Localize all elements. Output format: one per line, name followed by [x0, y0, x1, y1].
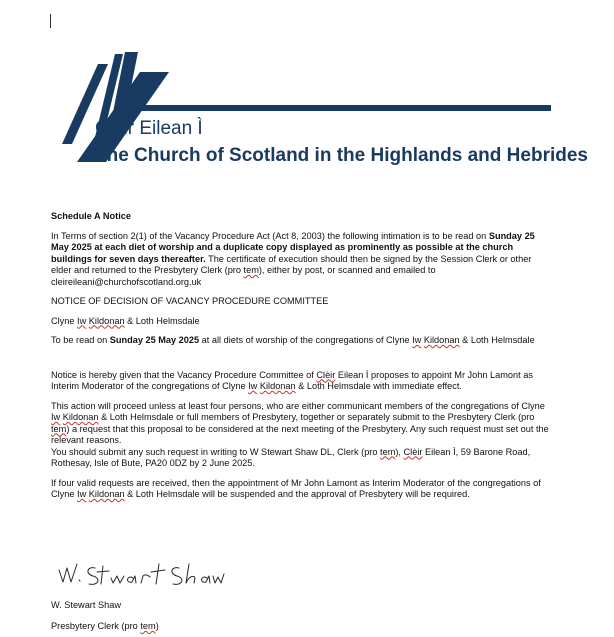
bold-text: Sunday 25 May 2025 at each diet of worship and a duplicate copy displayed as prominently as possible at the church buildings for seven days thereafter. — [51, 230, 535, 264]
bold-text: Sunday 25 May 2025 — [109, 335, 200, 345]
flagged-word: Kildonan — [259, 381, 296, 391]
flagged-word: Clèir — [403, 446, 423, 457]
notice-title: Schedule A Notice — [51, 211, 131, 221]
org-name-english: The Church of Scotland in the Highlands and Hebrides — [95, 145, 588, 166]
flagged-word: tem — [140, 621, 156, 631]
flagged-word: Iw — [51, 412, 61, 422]
outcome-paragraph — [51, 478, 551, 501]
text: Notice is hereby given that the Vacancy Procedure Committee of — [51, 369, 317, 380]
flagged-word: Iw — [77, 489, 87, 499]
text: ) — [155, 621, 159, 631]
flagged-word: Iw — [248, 381, 258, 391]
flagged-word: tem — [380, 446, 396, 457]
signatory-role — [51, 621, 159, 631]
text: Eilean Ì, 59 Barone Road, Rothesay, Isle of Bute, PA20 0DZ by 2 June 2025. — [51, 446, 531, 468]
text: ) a request that this proposal to be considered at the next meeting of the Presbytery. Any such request must set out the relevant reasons. — [51, 423, 549, 445]
objection-paragraph — [51, 401, 551, 447]
submission-paragraph — [51, 447, 551, 470]
flagged-word: Kildonan — [62, 412, 99, 422]
text: This action will proceed unless at least four persons, who are either communicant members of the congregations of Clyne — [51, 400, 545, 411]
signatory-name: W. Stewart Shaw — [51, 600, 121, 610]
flagged-word: tem — [51, 423, 67, 434]
text: If four valid requests are received, then the appointment of Mr John Lamont as Interim Moderator of the congregations of Clyne — [51, 477, 541, 499]
notice-heading: NOTICE OF DECISION OF VACANCY PROCEDURE COMMITTEE — [51, 296, 329, 306]
text: Clyne — [51, 315, 78, 326]
text-cursor — [50, 14, 51, 28]
text: & Loth Helmsdale will be suspended and the approval of Presbytery will be required. — [124, 489, 470, 499]
notice-body — [51, 211, 551, 501]
text: ), — [395, 446, 404, 457]
reading-instruction — [51, 335, 551, 347]
text: The certificate of execution should then be signed by the Session Clerk or other elder and returned to the Presbytery Clerk (pro — [51, 253, 532, 275]
text: & Loth Helmsdale — [459, 335, 535, 345]
flagged-word: tem — [243, 265, 259, 275]
text: You should submit any such request in writing to W Stewart Shaw DL, Clerk (pro — [51, 446, 381, 457]
flagged-word: Kildonan — [88, 315, 125, 326]
org-name-gaelic: Clèir Eilean Ì — [95, 118, 203, 139]
text: ), either by post, or scanned and emailed to cleireileani@churchofscotland.org.uk — [51, 265, 436, 287]
intimation-paragraph — [51, 231, 551, 289]
text: Presbytery Clerk (pro — [51, 621, 141, 631]
text: & Loth Helmsdale or full members of Presbytery, together or separately submit to the Presbytery Clerk (pro — [98, 412, 535, 422]
flagged-word: Kildonan — [423, 335, 460, 345]
text: & Loth Helmsdale — [124, 315, 200, 326]
text: Eilean Ì proposes to appoint Mr John Lamont as Interim Moderator of the congregations of Clyne — [51, 369, 533, 391]
handwritten-signature — [55, 556, 225, 588]
text: In Terms of section 2(1) of the Vacancy Procedure Act (Act 8, 2003) the following intimation is to be read on — [51, 230, 489, 241]
congregation-name — [51, 316, 551, 328]
flagged-word: Clèir — [316, 369, 336, 380]
flagged-word: Iw — [77, 315, 87, 326]
text: at all diets of worship of the congregations of Clyne — [199, 335, 413, 345]
flagged-word: Kildonan — [88, 489, 125, 499]
flagged-word: Iw — [412, 335, 422, 345]
decision-paragraph — [51, 370, 551, 393]
text: & Loth Helmsdale with immediate effect. — [295, 381, 462, 391]
text: To be read on — [51, 335, 110, 345]
